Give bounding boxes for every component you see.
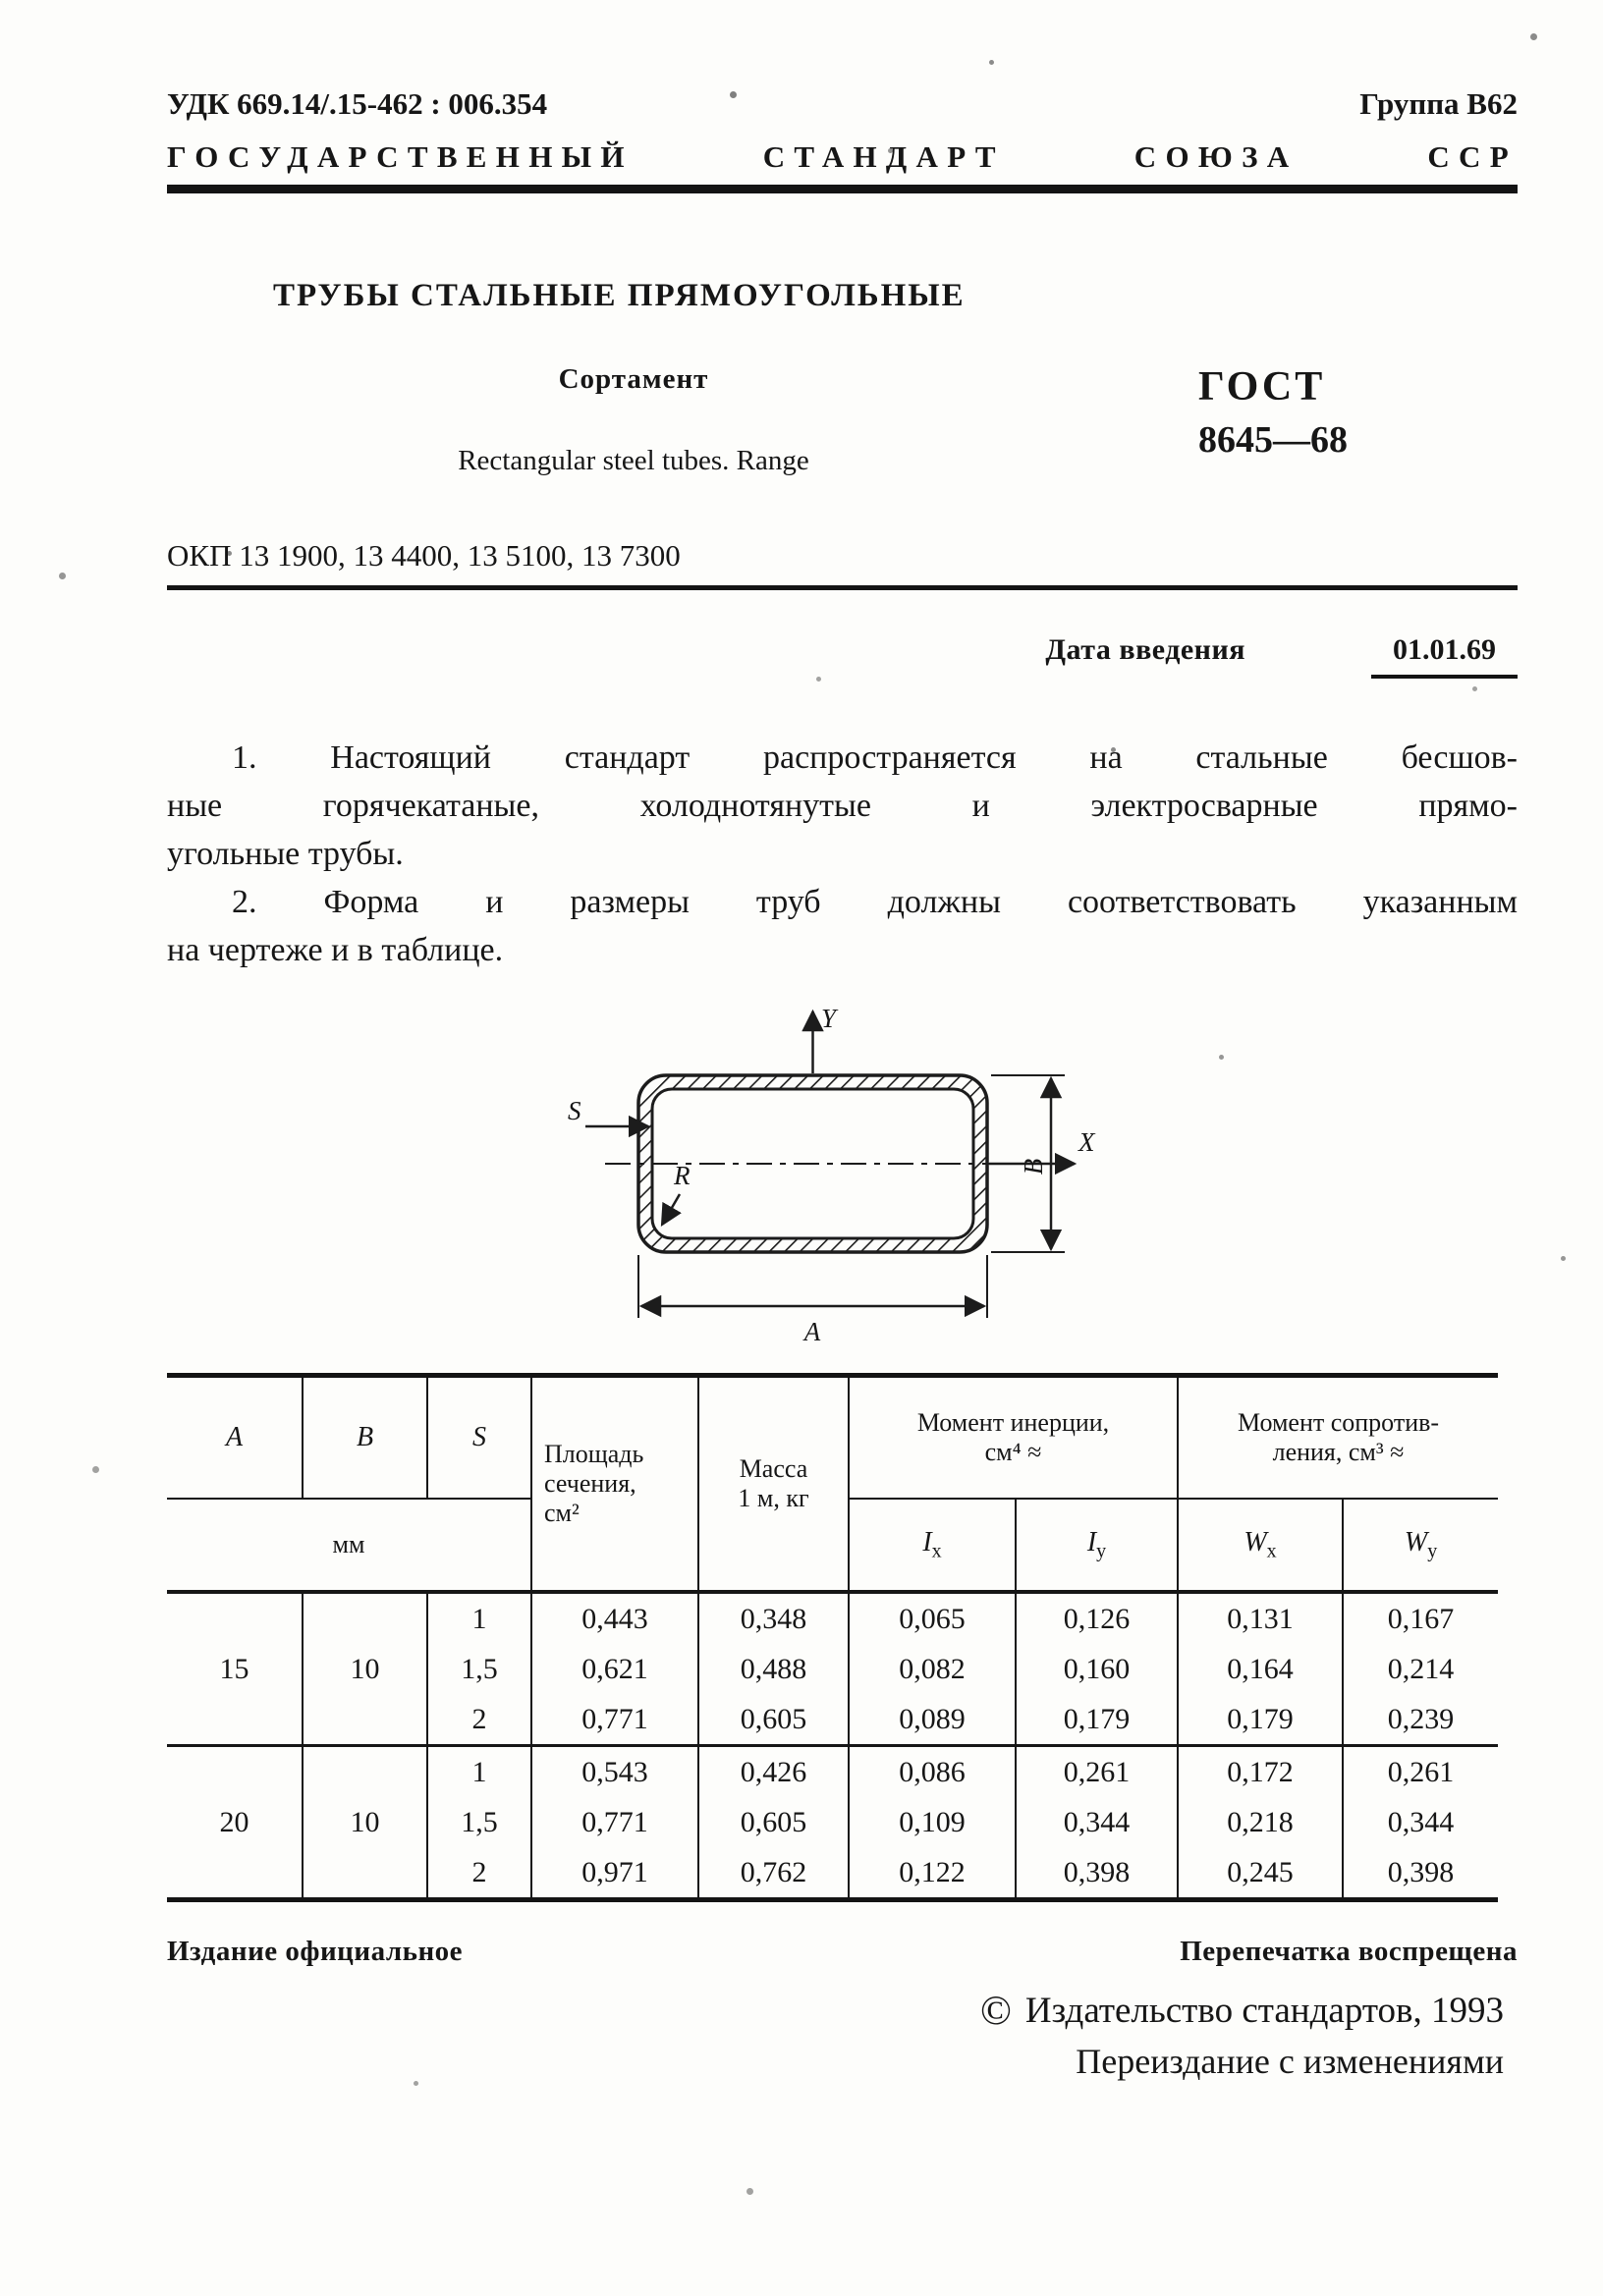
header-line: Момент инерции, xyxy=(916,1408,1110,1437)
wy-symbol: W xyxy=(1404,1526,1428,1558)
footer-row xyxy=(167,1936,1518,1968)
org-word-1: ГОСУДАРСТВЕННЫЙ xyxy=(167,139,634,174)
cell-mass: 0,605 xyxy=(698,1797,849,1847)
header-line: сечения, xyxy=(544,1469,636,1498)
cell-area: 0,771 xyxy=(531,1694,698,1746)
cell-area: 0,771 xyxy=(531,1797,698,1847)
subtitle: Сортамент xyxy=(558,363,709,395)
reprint-note: Перепечатка воспрещена xyxy=(1180,1936,1518,1967)
cell-area: 0,543 xyxy=(531,1746,698,1798)
cell-a: 20 xyxy=(167,1746,303,1900)
cell-ix: 0,065 xyxy=(849,1592,1016,1644)
cell-s: 1,5 xyxy=(427,1797,531,1847)
subtitle-english: Rectangular steel tubes. Range xyxy=(458,445,809,476)
header-line: Момент сопротив- xyxy=(1237,1408,1440,1437)
cell-mass: 0,605 xyxy=(698,1694,849,1746)
cell-ix: 0,109 xyxy=(849,1797,1016,1847)
wy-subscript: y xyxy=(1427,1540,1438,1562)
header-line: ления, см³ ≈ xyxy=(1272,1438,1405,1466)
cell-b: 10 xyxy=(303,1746,427,1900)
cell-wx: 0,172 xyxy=(1178,1746,1343,1798)
cell-s: 2 xyxy=(427,1694,531,1746)
cell-wy: 0,398 xyxy=(1343,1847,1498,1900)
x-axis-label: X xyxy=(1078,1127,1095,1157)
cell-wy: 0,261 xyxy=(1343,1746,1498,1798)
group-code: Группа В62 xyxy=(1359,86,1518,121)
body-text xyxy=(167,734,1518,974)
inner-radius-arrow xyxy=(662,1194,680,1225)
cell-area: 0,443 xyxy=(531,1592,698,1644)
udk-code: УДК 669.14/.15-462 : 006.354 xyxy=(167,86,548,121)
b-dimension-label: B xyxy=(1019,1158,1048,1175)
col-header-iy xyxy=(1016,1499,1178,1592)
col-header-wy xyxy=(1343,1499,1498,1592)
edition-note: Издание официальное xyxy=(167,1936,464,1967)
a-dimension-label: A xyxy=(803,1317,821,1345)
cell-wx: 0,164 xyxy=(1178,1644,1343,1694)
date-value: 01.01.69 xyxy=(1371,633,1518,679)
cell-b: 10 xyxy=(303,1592,427,1746)
org-title-line xyxy=(167,139,1518,175)
org-word-3: СОЮЗА xyxy=(1133,139,1299,174)
cell-wx: 0,131 xyxy=(1178,1592,1343,1644)
cell-area: 0,971 xyxy=(531,1847,698,1900)
header-line: Площадь xyxy=(544,1440,644,1468)
top-row xyxy=(167,86,1518,122)
inner-radius-label: R xyxy=(674,1161,691,1190)
ix-subscript: x xyxy=(931,1540,942,1562)
cell-wx: 0,179 xyxy=(1178,1694,1343,1746)
wx-subscript: x xyxy=(1266,1540,1277,1562)
cell-ix: 0,122 xyxy=(849,1847,1016,1900)
cell-wy: 0,214 xyxy=(1343,1644,1498,1694)
tube-cross-section-figure xyxy=(560,1002,1110,1345)
table-row xyxy=(167,1592,1498,1644)
col-header-ix xyxy=(849,1499,1016,1592)
col-header-mass xyxy=(698,1376,849,1593)
cell-s: 2 xyxy=(427,1847,531,1900)
title-block-left xyxy=(167,363,1100,477)
cell-ix: 0,089 xyxy=(849,1694,1016,1746)
title-block xyxy=(167,363,1518,477)
cell-iy: 0,398 xyxy=(1016,1847,1178,1900)
cell-mass: 0,762 xyxy=(698,1847,849,1900)
paragraph-line: ные горячекатаные, холоднотянутые и электросварные прямо- xyxy=(167,788,1518,824)
wall-thickness-label: S xyxy=(568,1096,581,1125)
cell-iy: 0,179 xyxy=(1016,1694,1178,1746)
col-header-inertia xyxy=(849,1376,1178,1500)
cell-wy: 0,239 xyxy=(1343,1694,1498,1746)
gost-label: ГОСТ xyxy=(1198,364,1326,410)
cell-a: 15 xyxy=(167,1592,303,1746)
cell-s: 1,5 xyxy=(427,1644,531,1694)
paragraph-line: 1. Настоящий стандарт распространяется на стальные бесшов- xyxy=(232,739,1518,776)
cell-area: 0,621 xyxy=(531,1644,698,1694)
cell-iy: 0,261 xyxy=(1016,1746,1178,1798)
col-header-b: B xyxy=(303,1376,427,1500)
cell-s: 1 xyxy=(427,1746,531,1798)
header-rule xyxy=(167,185,1518,193)
date-row xyxy=(167,633,1518,679)
cell-ix: 0,082 xyxy=(849,1644,1016,1694)
scan-noise xyxy=(0,0,3,3)
org-word-2: СТАНДАРТ xyxy=(762,139,1005,174)
ix-symbol: I xyxy=(922,1526,932,1558)
y-axis-label: Y xyxy=(821,1004,837,1033)
gost-number: 8645—68 xyxy=(1198,419,1348,461)
cross-section-drawing xyxy=(560,1002,1110,1345)
col-header-mm: мм xyxy=(167,1499,531,1592)
cell-wx: 0,218 xyxy=(1178,1797,1343,1847)
paragraph-line: на чертеже и в таблице. xyxy=(167,932,504,968)
col-header-a: A xyxy=(167,1376,303,1500)
copyright-icon: © xyxy=(979,1989,1012,2034)
paragraph-line: угольные трубы. xyxy=(167,836,404,872)
cell-mass: 0,426 xyxy=(698,1746,849,1798)
okp-rule xyxy=(167,585,1518,590)
col-header-wx xyxy=(1178,1499,1343,1592)
cell-s: 1 xyxy=(427,1592,531,1644)
wx-symbol: W xyxy=(1244,1526,1267,1558)
paragraph-line: 2. Форма и размеры труб должны соответствовать указанным xyxy=(232,884,1518,920)
header-line: см² xyxy=(544,1499,580,1527)
dimensions-table xyxy=(167,1373,1498,1902)
header-line: 1 м, кг xyxy=(738,1484,809,1512)
iy-symbol: I xyxy=(1086,1526,1097,1558)
okp-codes: ОКП 13 1900, 13 4400, 13 5100, 13 7300 xyxy=(167,538,681,573)
publisher-line xyxy=(167,1988,1518,2035)
gost-block xyxy=(1100,363,1518,477)
date-label: Дата введения xyxy=(1045,633,1245,666)
org-word-4: ССР xyxy=(1427,139,1518,174)
cell-mass: 0,488 xyxy=(698,1644,849,1694)
cell-mass: 0,348 xyxy=(698,1592,849,1644)
col-header-resistance xyxy=(1178,1376,1498,1500)
col-header-s: S xyxy=(427,1376,531,1500)
cell-wy: 0,167 xyxy=(1343,1592,1498,1644)
cell-iy: 0,344 xyxy=(1016,1797,1178,1847)
cell-ix: 0,086 xyxy=(849,1746,1016,1798)
header-line: Масса xyxy=(739,1454,808,1483)
document-title: ТРУБЫ СТАЛЬНЫЕ ПРЯМОУГОЛЬНЫЕ xyxy=(273,278,966,313)
cell-wx: 0,245 xyxy=(1178,1847,1343,1900)
table-header-row-1 xyxy=(167,1376,1498,1500)
cell-wy: 0,344 xyxy=(1343,1797,1498,1847)
cell-iy: 0,126 xyxy=(1016,1592,1178,1644)
col-header-area xyxy=(531,1376,698,1593)
cell-iy: 0,160 xyxy=(1016,1644,1178,1694)
header-line: см⁴ ≈ xyxy=(984,1438,1042,1466)
reissue-note: Переиздание с изменениями xyxy=(1076,2042,1504,2081)
iy-subscript: y xyxy=(1096,1540,1107,1562)
table-row xyxy=(167,1746,1498,1798)
publisher-text: Издательство стандартов, 1993 xyxy=(1024,1991,1504,2031)
